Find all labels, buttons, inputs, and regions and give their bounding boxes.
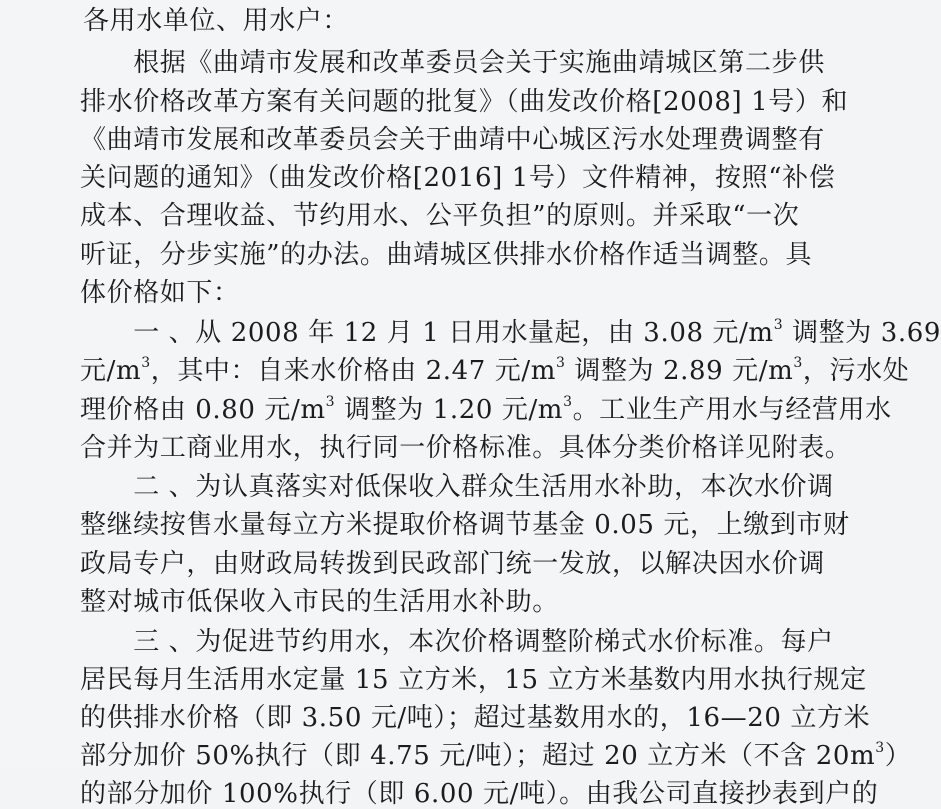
paragraph-line <box>80 587 720 617</box>
line-text: ） <box>884 741 912 771</box>
line-text: ，污水处 <box>802 356 910 386</box>
line-text: 合并为工商业用水，执行同一价格标准。具体分类价格详见附表。 <box>80 433 852 463</box>
superscript: 3 <box>875 740 885 757</box>
paragraph-line <box>80 549 825 579</box>
paragraph-line <box>80 433 852 463</box>
line-text: 调整为 2.89 元/m <box>565 356 794 386</box>
superscript: 3 <box>563 394 573 411</box>
salutation: 各用水单位、用水户： <box>83 6 350 36</box>
paragraph-line <box>80 278 720 308</box>
paragraph-line <box>80 510 850 540</box>
paragraph-line <box>80 240 813 270</box>
line-text: 居民每月生活用水定量 15 立方米，15 立方米基数内用水执行规定 <box>80 665 867 695</box>
line-text: 二 、为认真落实对低保收入群众生活用水补助，本次水价调 <box>80 472 834 502</box>
line-text: 关问题的通知》（曲发改价格[2016] 1号）文件精神，按照“补偿 <box>80 163 836 193</box>
paragraph-line <box>80 317 941 348</box>
paragraph-line <box>80 163 836 193</box>
paragraph-line <box>80 472 834 502</box>
paragraph-line <box>80 87 849 117</box>
line-text: 部分加价 50%执行（即 4.75 元/吨）；超过 20 立方米（不含 20m <box>80 741 876 771</box>
paragraph-line <box>80 48 825 78</box>
paragraph-line <box>80 740 912 771</box>
line-text: 调整为 1.20 元/m <box>335 395 564 425</box>
line-text: 的部分加价 100%执行（即 6.00 元/吨）。由我公司直接抄表到户的 <box>80 779 879 809</box>
line-text: 理价格由 0.80 元/m <box>80 395 326 425</box>
paragraph-line <box>80 125 825 155</box>
superscript: 3 <box>773 317 784 334</box>
line-text: 排水价格改革方案有关问题的批复》（曲发改价格[2008] 1号）和 <box>80 87 849 117</box>
paragraph-line <box>80 627 834 657</box>
line-text: 元/m <box>80 356 142 386</box>
paragraph-line <box>80 703 871 733</box>
paragraph-line <box>80 779 879 809</box>
line-text: 根据《曲靖市发展和改革委员会关于实施曲靖城区第二步供 <box>80 48 825 78</box>
line-text: 体价格如下： <box>80 278 240 308</box>
line-text: 调整为 3.69 <box>783 318 941 348</box>
superscript: 3 <box>141 355 151 372</box>
line-text: 听证，分步实施”的办法。曲靖城区供排水价格作适当调整。具 <box>80 240 813 270</box>
paragraph-line <box>80 394 892 425</box>
line-text: 政局专户，由财政局转拨到民政部门统一发放，以解决因水价调 <box>80 549 825 579</box>
line-text: 整继续按售水量每立方米提取价格调节基金 0.05 元，上缴到市财 <box>80 510 850 540</box>
paragraph-line <box>80 665 867 695</box>
line-text: ，其中：自来水价格由 2.47 元/m <box>150 356 556 386</box>
line-text: 三 、为促进节约用水，本次价格调整阶梯式水价标准。每户 <box>80 627 834 657</box>
line-text: 一 、从 2008 年 12 月 1 日用水量起，由 3.08 元/m <box>80 318 774 348</box>
superscript: 3 <box>555 355 566 372</box>
superscript: 3 <box>325 394 336 411</box>
superscript: 3 <box>793 355 803 372</box>
line-text: 。工业生产用水与经营用水 <box>572 395 892 425</box>
paragraph-line <box>80 201 800 231</box>
line-text: 的供排水价格（即 3.50 元/吨）；超过基数用水的，16—20 立方米 <box>80 703 871 733</box>
line-text: 《曲靖市发展和改革委员会关于曲靖中心城区污水处理费调整有 <box>80 125 825 155</box>
line-text: 整对城市低保收入市民的生活用水补助。 <box>80 587 559 617</box>
paragraph-line <box>80 355 910 386</box>
line-text: 成本、合理收益、节约用水、公平负担”的原则。并采取“一次 <box>80 201 800 231</box>
